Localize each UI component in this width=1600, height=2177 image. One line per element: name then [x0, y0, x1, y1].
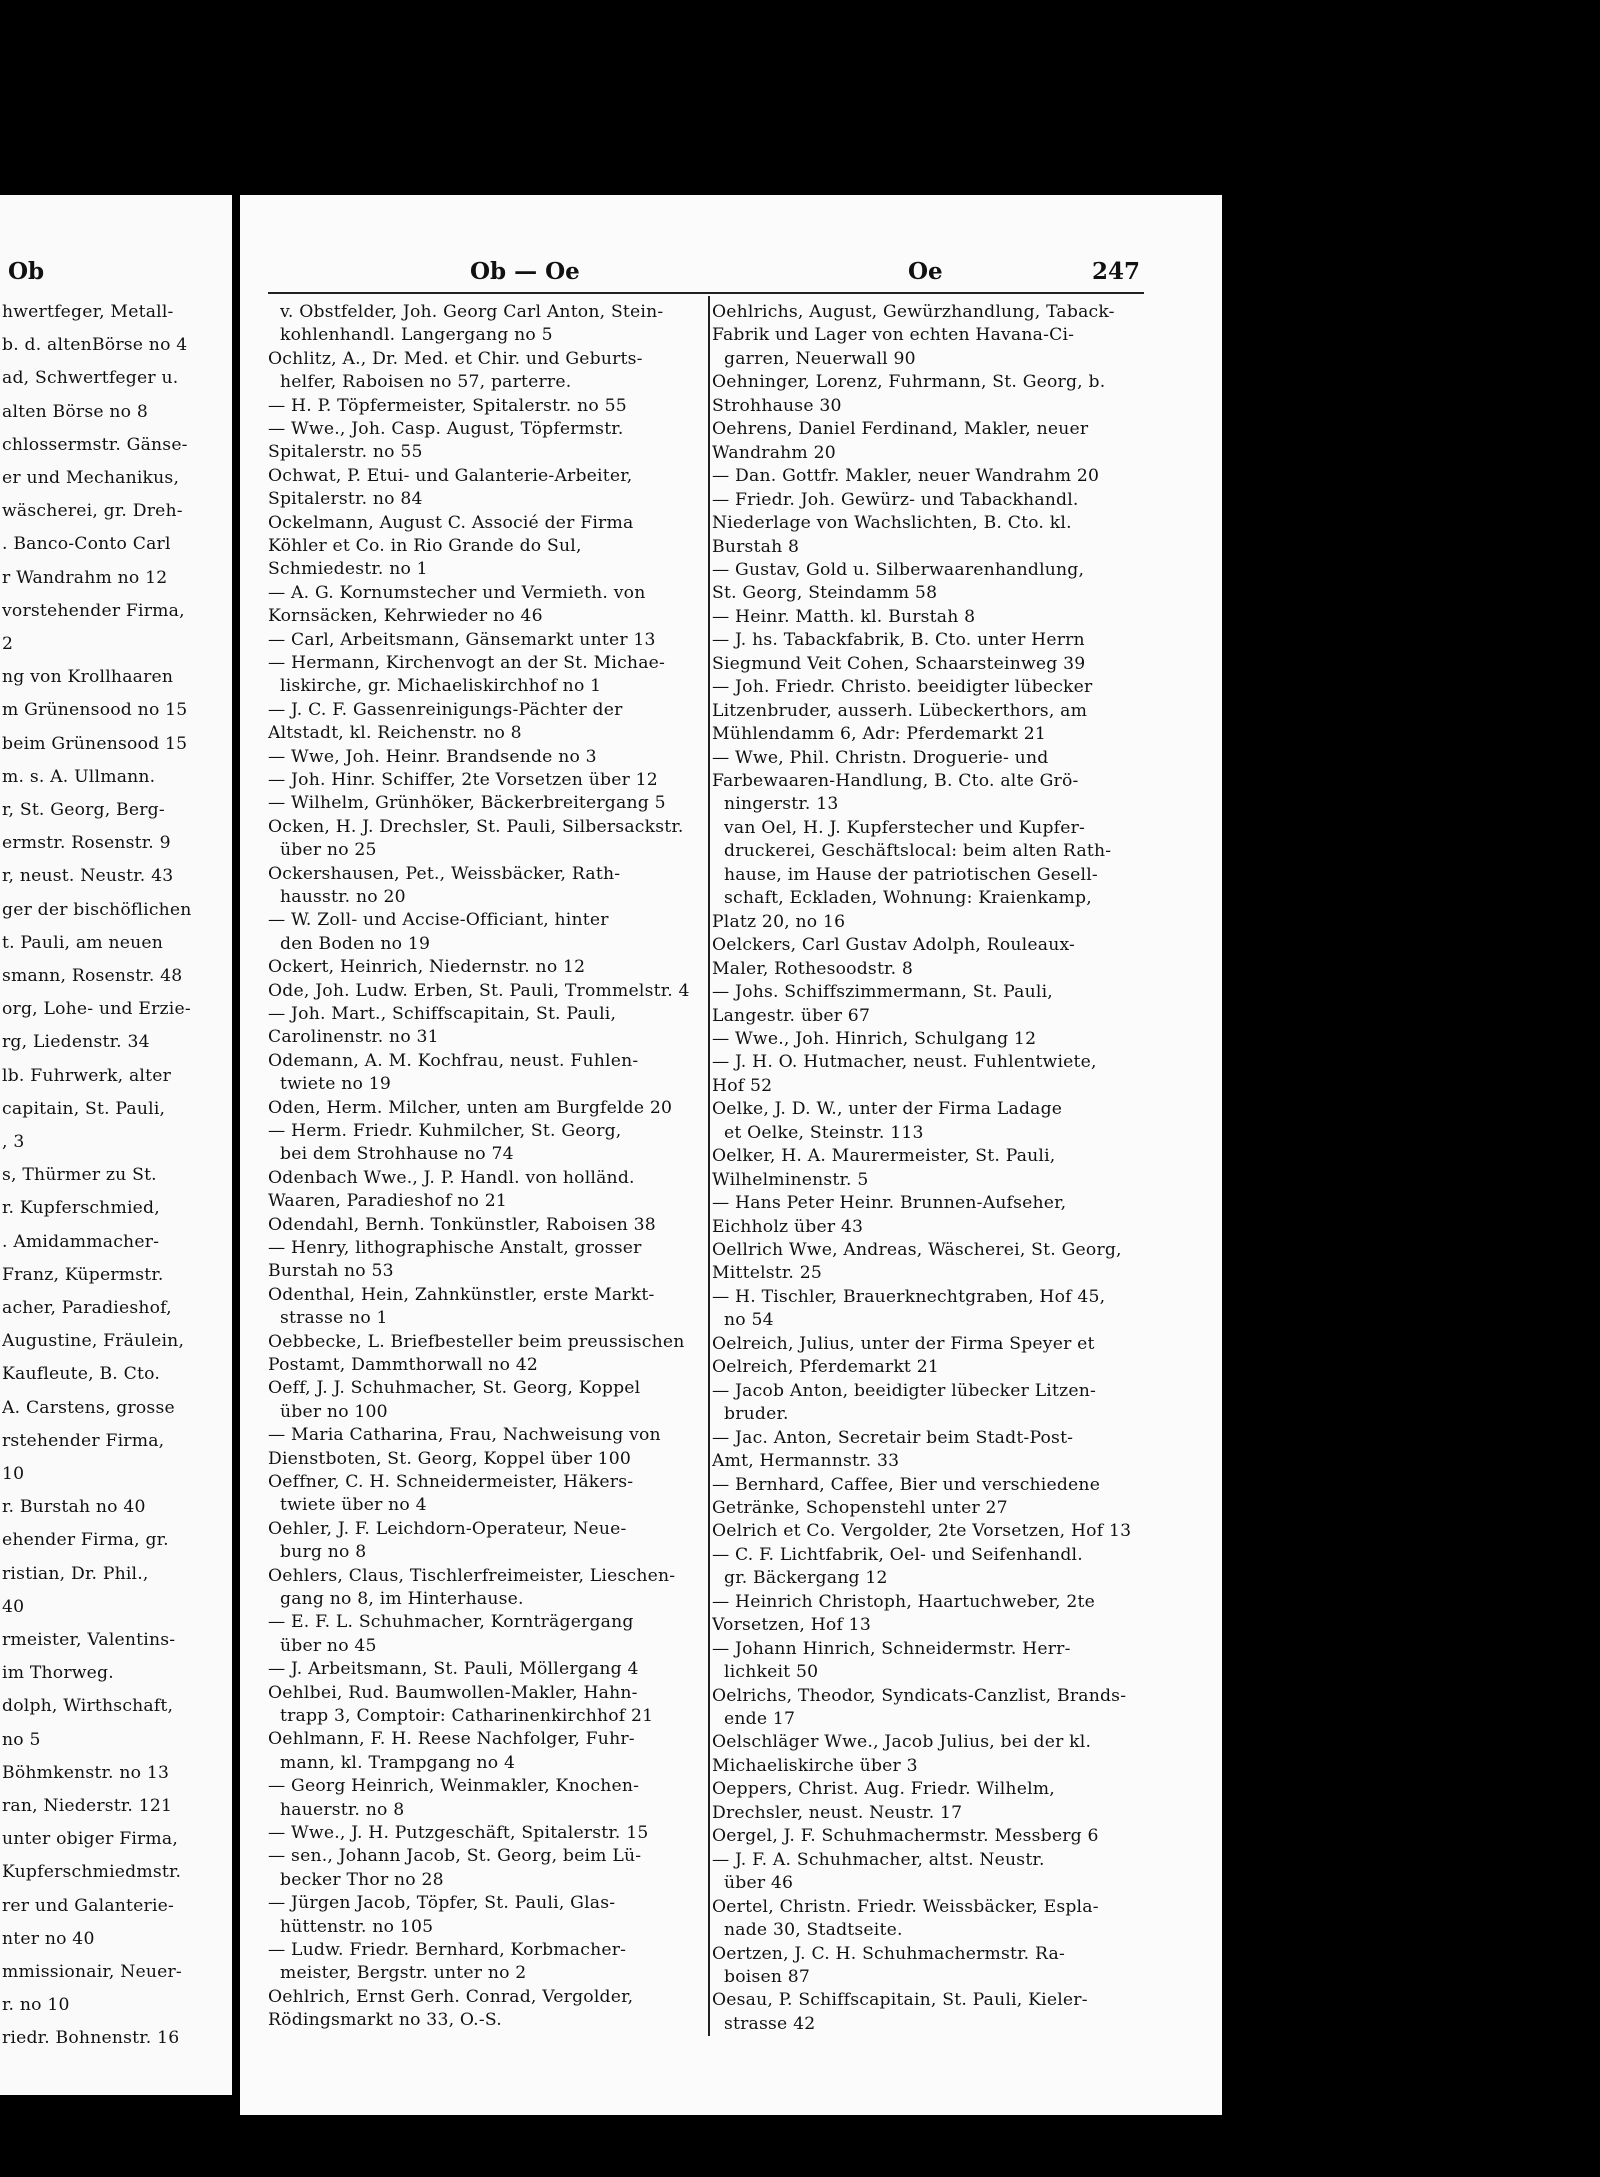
directory-line: — Bernhard, Caffee, Bier und verschiedene [712, 1474, 1101, 1495]
directory-line: Oeffner, C. H. Schneidermeister, Häkers- [268, 1472, 634, 1492]
directory-line: — Hans Peter Heinr. Brunnen-Aufseher, [712, 1193, 1067, 1214]
directory-line: becker Thor no 28 [280, 1869, 444, 1890]
directory-line: Burstah 8 [712, 536, 800, 557]
directory-line: Oertel, Christn. Friedr. Weissbäcker, Espla- [712, 1896, 1099, 1917]
directory-line: — E. F. L. Schuhmacher, Kornträgergang [268, 1612, 634, 1633]
directory-line: mann, kl. Trampgang no 4 [280, 1752, 516, 1773]
directory-line: riedr. Bohnenstr. 16 [2, 2028, 180, 2049]
directory-line: et Oelke, Steinstr. 113 [724, 1122, 924, 1143]
directory-line: Rödingsmarkt no 33, O.-S. [268, 2010, 502, 2031]
directory-line: Eichholz über 43 [712, 1216, 864, 1237]
directory-line: Ockert, Heinrich, Niedernstr. no 12 [268, 957, 586, 978]
directory-line: — Ludw. Friedr. Bernhard, Korbmacher- [268, 1940, 627, 1960]
directory-line: Oelrich et Co. Vergolder, 2te Vorsetzen, Hof 13 [712, 1521, 1132, 1542]
directory-line: Schmiedestr. no 1 [268, 559, 428, 580]
running-head-right: Oe [908, 258, 943, 285]
directory-line: ran, Niederstr. 121 [2, 1796, 173, 1816]
directory-line: no 54 [724, 1310, 774, 1331]
directory-line: meister, Bergstr. unter no 2 [280, 1963, 527, 1984]
directory-line: hausstr. no 20 [280, 887, 406, 907]
directory-line: r. Kupferschmied, [2, 1198, 160, 1219]
directory-line: Spitalerstr. no 84 [268, 489, 423, 510]
directory-line: Ocken, H. J. Drechsler, St. Pauli, Silbersackstr. [268, 816, 684, 837]
directory-line: alten Börse no 8 [2, 401, 149, 422]
directory-line: Oeff, J. J. Schuhmacher, St. Georg, Koppel [268, 1378, 641, 1399]
directory-line: strasse no 1 [280, 1308, 388, 1329]
directory-line: no 5 [2, 1729, 41, 1750]
directory-line: — J. Arbeitsmann, St. Pauli, Möllergang 4 [268, 1659, 639, 1680]
directory-line: r. no 10 [2, 1995, 70, 2016]
directory-line: Waaren, Paradieshof no 21 [268, 1191, 508, 1212]
directory-line: schaft, Eckladen, Wohnung: Kraienkamp, [724, 888, 1092, 909]
directory-line: — J. H. O. Hutmacher, neust. Fuhlentwiete, [712, 1052, 1097, 1073]
directory-line: t. Pauli, am neuen [2, 932, 164, 953]
directory-line: ende 17 [724, 1709, 796, 1729]
directory-line: . Amidammacher- [2, 1231, 160, 1252]
directory-line: — C. F. Lichtfabrik, Oel- und Seifenhandl. [712, 1544, 1083, 1565]
directory-line: capitain, St. Pauli, [2, 1098, 166, 1119]
directory-line: strasse 42 [724, 2013, 816, 2034]
directory-line: hwertfeger, Metall- [2, 302, 174, 322]
directory-line: Wandrahm 20 [712, 442, 836, 463]
directory-line: — Wilhelm, Grünhöker, Bäckerbreitergang 5 [268, 793, 666, 814]
directory-line: Oehninger, Lorenz, Fuhrmann, St. Georg, b. [712, 372, 1106, 393]
page-number: 247 [1092, 258, 1141, 285]
directory-line: r. Burstah no 40 [2, 1497, 146, 1518]
directory-line: 40 [2, 1596, 25, 1617]
directory-line: Michaeliskirche über 3 [712, 1755, 918, 1776]
directory-line: — H. P. Töpfermeister, Spitalerstr. no 55 [268, 395, 627, 416]
directory-line: — Johann Hinrich, Schneidermstr. Herr- [712, 1638, 1071, 1659]
directory-line: — Jürgen Jacob, Töpfer, St. Pauli, Glas- [268, 1893, 616, 1914]
directory-line: Niederlage von Wachslichten, B. Cto. kl. [712, 513, 1072, 534]
directory-line: gr. Bäckergang 12 [724, 1568, 888, 1589]
directory-line: Altstadt, kl. Reichenstr. no 8 [268, 723, 522, 744]
directory-line: Oelschläger Wwe., Jacob Julius, bei der kl. [712, 1732, 1092, 1753]
directory-line: Ockelmann, August C. Associé der Firma [268, 512, 634, 533]
directory-line: boisen 87 [724, 1966, 811, 1987]
directory-line: Oeppers, Christ. Aug. Friedr. Wilhelm, [712, 1779, 1055, 1800]
directory-line: acher, Paradieshof, [2, 1298, 172, 1318]
directory-line: wäscherei, gr. Dreh- [2, 501, 183, 522]
directory-line: v. Obstfelder, Joh. Georg Carl Anton, Stein- [280, 302, 664, 322]
directory-line: Dienstboten, St. Georg, Koppel über 100 [268, 1448, 632, 1469]
directory-line: liskirche, gr. Michaeliskirchhof no 1 [280, 676, 602, 697]
directory-line: — Gustav, Gold u. Silberwaarenhandlung, [712, 559, 1085, 580]
directory-line: ermstr. Rosenstr. 9 [2, 833, 171, 854]
directory-line: Oelreich, Julius, unter der Firma Speyer et [712, 1333, 1095, 1354]
directory-line: — Wwe., J. H. Putzgeschäft, Spitalerstr. 15 [268, 1823, 649, 1843]
directory-line: twiete no 19 [280, 1074, 391, 1095]
directory-line: Litzenbruder, ausserh. Lübeckerthors, am [712, 700, 1088, 721]
directory-line: — Johs. Schiffszimmermann, St. Pauli, [712, 982, 1053, 1003]
directory-line: — Joh. Hinr. Schiffer, 2te Vorsetzen über 12 [268, 770, 658, 790]
directory-line: über 46 [724, 1873, 794, 1894]
directory-line: Oellrich Wwe, Andreas, Wäscherei, St. Georg, [712, 1240, 1122, 1260]
directory-line: Platz 20, no 16 [712, 911, 846, 932]
directory-line: über no 100 [280, 1401, 388, 1422]
directory-line: Getränke, Schopenstehl unter 27 [712, 1497, 1008, 1518]
directory-line: hüttenstr. no 105 [280, 1916, 434, 1937]
directory-line: — Herm. Friedr. Kuhmilcher, St. Georg, [268, 1121, 622, 1141]
directory-line: nter no 40 [2, 1928, 95, 1949]
directory-line: Maler, Rothesoodstr. 8 [712, 958, 914, 979]
directory-line: Amt, Hermannstr. 33 [712, 1451, 900, 1472]
directory-line: Odenbach Wwe., J. P. Handl. von holländ. [268, 1167, 635, 1188]
directory-line: s, Thürmer zu St. [2, 1165, 157, 1186]
directory-line: Oehlbei, Rud. Baumwollen-Makler, Hahn- [268, 1682, 638, 1703]
directory-line: — W. Zoll- und Accise-Officiant, hinter [268, 910, 609, 931]
directory-line: Oesau, P. Schiffscapitain, St. Pauli, Kieler- [712, 1990, 1088, 2011]
directory-line: Kaufleute, B. Cto. [2, 1364, 160, 1385]
directory-line: gang no 8, im Hinterhause. [280, 1589, 524, 1609]
directory-line: rmeister, Valentins- [2, 1630, 176, 1650]
directory-line: Ochlitz, A., Dr. Med. et Chir. und Geburts- [268, 348, 643, 369]
directory-line: Carolinenstr. no 31 [268, 1027, 439, 1048]
directory-line: — Heinrich Christoph, Haartuchweber, 2te [712, 1591, 1095, 1612]
directory-line: Odemann, A. M. Kochfrau, neust. Fuhlen- [268, 1050, 639, 1071]
directory-line: burg no 8 [280, 1542, 367, 1563]
directory-line: Mühlendamm 6, Adr: Pferdemarkt 21 [712, 724, 1047, 745]
directory-line: ger der bischöflichen [2, 899, 192, 920]
directory-line: lichkeit 50 [724, 1662, 819, 1683]
directory-line: bei dem Strohhause no 74 [280, 1144, 514, 1165]
directory-line: druckerei, Geschäftslocal: beim alten Rath- [724, 841, 1112, 862]
directory-line: — Jacob Anton, beeidigter lübecker Litzen- [712, 1380, 1097, 1401]
directory-line: er und Mechanikus, [2, 468, 180, 488]
directory-line: Oehlrich, Ernst Gerh. Conrad, Vergolder, [268, 1986, 634, 2007]
directory-line: trapp 3, Comptoir: Catharinenkirchhof 21 [280, 1706, 654, 1726]
directory-line: r, St. Georg, Berg- [2, 800, 165, 820]
directory-line: Oelker, H. A. Maurermeister, St. Pauli, [712, 1146, 1056, 1167]
directory-line: hause, im Hause der patriotischen Gesell- [724, 864, 1098, 885]
directory-line: r Wandrahm no 12 [2, 567, 168, 588]
directory-line: — Wwe, Phil. Christn. Droguerie- und [712, 747, 1049, 768]
directory-line: — J. F. A. Schuhmacher, altst. Neustr. [712, 1849, 1045, 1870]
directory-line: Mittelstr. 25 [712, 1263, 823, 1284]
directory-line: beim Grünensood 15 [2, 733, 188, 754]
directory-line: Postamt, Dammthorwall no 42 [268, 1355, 539, 1375]
directory-line: Oehrens, Daniel Ferdinand, Makler, neuer [712, 419, 1089, 440]
directory-line: Oelke, J. D. W., unter der Firma Ladage [712, 1099, 1063, 1120]
directory-line: — Henry, lithographische Anstalt, grosser [268, 1238, 642, 1258]
directory-line: — Wwe., Joh. Hinrich, Schulgang 12 [712, 1028, 1037, 1049]
directory-line: Köhler et Co. in Rio Grande do Sul, [268, 536, 582, 556]
directory-line: Oehlrichs, August, Gewürzhandlung, Taback- [712, 302, 1115, 322]
directory-line: garren, Neuerwall 90 [724, 348, 916, 369]
directory-line: Oertzen, J. C. H. Schuhmachermstr. Ra- [712, 1943, 1065, 1964]
directory-line: Oelrichs, Theodor, Syndicats-Canzlist, Brands- [712, 1685, 1127, 1706]
directory-line: Siegmund Veit Cohen, Schaarsteinweg 39 [712, 653, 1086, 674]
directory-line: Oehler, J. F. Leichdorn-Operateur, Neue- [268, 1518, 627, 1539]
directory-line: — Heinr. Matth. kl. Burstah 8 [712, 606, 976, 627]
directory-line: b. d. altenBörse no 4 [2, 335, 188, 356]
directory-line: Hof 52 [712, 1075, 773, 1096]
directory-line: Drechsler, neust. Neustr. 17 [712, 1802, 963, 1823]
directory-line: Augustine, Fräulein, [2, 1331, 185, 1352]
directory-line: Oden, Herm. Milcher, unten am Burgfelde 20 [268, 1097, 673, 1118]
directory-line: Oebbecke, L. Briefbesteller beim preussischen [268, 1331, 685, 1352]
directory-line: — Hermann, Kirchenvogt an der St. Michae- [268, 653, 666, 673]
directory-line: — sen., Johann Jacob, St. Georg, beim Lü- [268, 1846, 642, 1867]
directory-line: Burstah no 53 [268, 1261, 394, 1282]
directory-line: helfer, Raboisen no 57, parterre. [280, 372, 572, 393]
directory-line: — Georg Heinrich, Weinmakler, Knochen- [268, 1776, 640, 1797]
left-page-running-head: Ob [8, 258, 45, 285]
header-rule [268, 292, 1144, 294]
directory-line: über no 45 [280, 1635, 377, 1656]
running-head-center: Ob — Oe [470, 258, 580, 285]
directory-line: — Dan. Gottfr. Makler, neuer Wandrahm 20 [712, 466, 1100, 487]
directory-line: chlossermstr. Gänse- [2, 434, 188, 455]
directory-line: ningerstr. 13 [724, 794, 839, 815]
directory-line: ad, Schwertfeger u. [2, 368, 179, 389]
directory-line: 10 [2, 1464, 25, 1484]
directory-line: Langestr. über 67 [712, 1005, 871, 1026]
directory-line: Fabrik und Lager von echten Havana-Ci- [712, 325, 1075, 346]
directory-line: — Joh. Friedr. Christo. beeidigter lübecker [712, 677, 1093, 698]
directory-line: Odendahl, Bernh. Tonkünstler, Raboisen 38 [268, 1214, 656, 1235]
directory-line: — Maria Catharina, Frau, Nachweisung von [268, 1425, 661, 1446]
directory-line: vorstehender Firma, [2, 600, 185, 621]
directory-line: Franz, Küpermstr. [2, 1264, 164, 1285]
directory-line: smann, Rosenstr. 48 [2, 966, 183, 986]
directory-line: van Oel, H. J. Kupferstecher und Kupfer- [724, 817, 1085, 838]
directory-line: Wilhelminenstr. 5 [712, 1169, 869, 1190]
directory-line: Kornsäcken, Kehrwieder no 46 [268, 606, 543, 627]
directory-line: unter obiger Firma, [2, 1829, 179, 1850]
directory-line: Ode, Joh. Ludw. Erben, St. Pauli, Trommelstr. 4 [268, 980, 690, 1001]
directory-line: Oehlmann, F. H. Reese Nachfolger, Fuhr- [268, 1729, 635, 1750]
directory-line: , 3 [2, 1132, 25, 1152]
directory-line: — H. Tischler, Brauerknechtgraben, Hof 45, [712, 1286, 1106, 1307]
directory-line: — J. hs. Tabackfabrik, B. Cto. unter Herrn [712, 630, 1085, 651]
directory-line: kohlenhandl. Langergang no 5 [280, 325, 553, 346]
directory-line: den Boden no 19 [280, 933, 431, 954]
directory-line: ristian, Dr. Phil., [2, 1563, 149, 1584]
directory-line: org, Lohe- und Erzie- [2, 999, 191, 1020]
directory-line: Kupferschmiedmstr. [2, 1862, 182, 1883]
directory-line: rer und Galanterie- [2, 1895, 175, 1916]
directory-line: Oehlers, Claus, Tischlerfreimeister, Lieschen- [268, 1565, 676, 1586]
directory-line: über no 25 [280, 840, 377, 861]
directory-line: Oelreich, Pferdemarkt 21 [712, 1357, 939, 1378]
directory-line: bruder. [724, 1404, 789, 1425]
directory-line: mmissionair, Neuer- [2, 1962, 182, 1982]
directory-line: Oergel, J. F. Schuhmachermstr. Messberg 6 [712, 1826, 1099, 1847]
directory-line: 2 [2, 634, 14, 654]
directory-line: hauerstr. no 8 [280, 1799, 405, 1820]
directory-line: Ochwat, P. Etui- und Galanterie-Arbeiter, [268, 465, 633, 486]
directory-line: St. Georg, Steindamm 58 [712, 583, 938, 604]
directory-line: Spitalerstr. no 55 [268, 442, 423, 463]
directory-line: m. s. A. Ullmann. [2, 766, 156, 787]
directory-line: im Thorweg. [2, 1663, 114, 1684]
directory-line: — J. C. F. Gassenreinigungs-Pächter der [268, 699, 623, 720]
directory-line: Böhmkenstr. no 13 [2, 1762, 170, 1783]
directory-line: m Grünensood no 15 [2, 700, 188, 721]
directory-line: — Jac. Anton, Secretair beim Stadt-Post- [712, 1427, 1074, 1448]
directory-line: nade 30, Stadtseite. [724, 1920, 903, 1941]
directory-line: — Carl, Arbeitsmann, Gänsemarkt unter 13 [268, 629, 656, 650]
directory-line: ehender Firma, gr. [2, 1530, 169, 1551]
directory-line: Oelckers, Carl Gustav Adolph, Rouleaux- [712, 935, 1076, 956]
directory-line: A. Carstens, grosse [2, 1397, 175, 1418]
column-divider [708, 296, 710, 2036]
directory-line: Strohhause 30 [712, 395, 842, 416]
directory-line: r, neust. Neustr. 43 [2, 866, 174, 887]
directory-line: twiete über no 4 [280, 1495, 427, 1516]
directory-line: lb. Fuhrwerk, alter [2, 1065, 171, 1086]
directory-line: rstehender Firma, [2, 1430, 165, 1451]
directory-line: Odenthal, Hein, Zahnkünstler, erste Markt- [268, 1284, 655, 1305]
directory-line: Vorsetzen, Hof 13 [712, 1615, 871, 1636]
directory-line: — Joh. Mart., Schiffscapitain, St. Pauli, [268, 1004, 617, 1024]
directory-line: Ockershausen, Pet., Weissbäcker, Rath- [268, 863, 621, 884]
directory-line: — Wwe, Joh. Heinr. Brandsende no 3 [268, 746, 597, 767]
directory-line: ng von Krollhaaren [2, 667, 174, 688]
directory-line: Farbewaaren-Handlung, B. Cto. alte Grö- [712, 771, 1079, 791]
directory-line: — Friedr. Joh. Gewürz- und Tabackhandl. [712, 489, 1079, 510]
directory-line: dolph, Wirthschaft, [2, 1696, 174, 1717]
directory-line: — Wwe., Joh. Casp. August, Töpfermstr. [268, 419, 624, 439]
directory-line: rg, Liedenstr. 34 [2, 1032, 150, 1053]
directory-line: — A. G. Kornumstecher und Vermieth. von [268, 582, 646, 603]
directory-line: . Banco-Conto Carl [2, 534, 171, 555]
